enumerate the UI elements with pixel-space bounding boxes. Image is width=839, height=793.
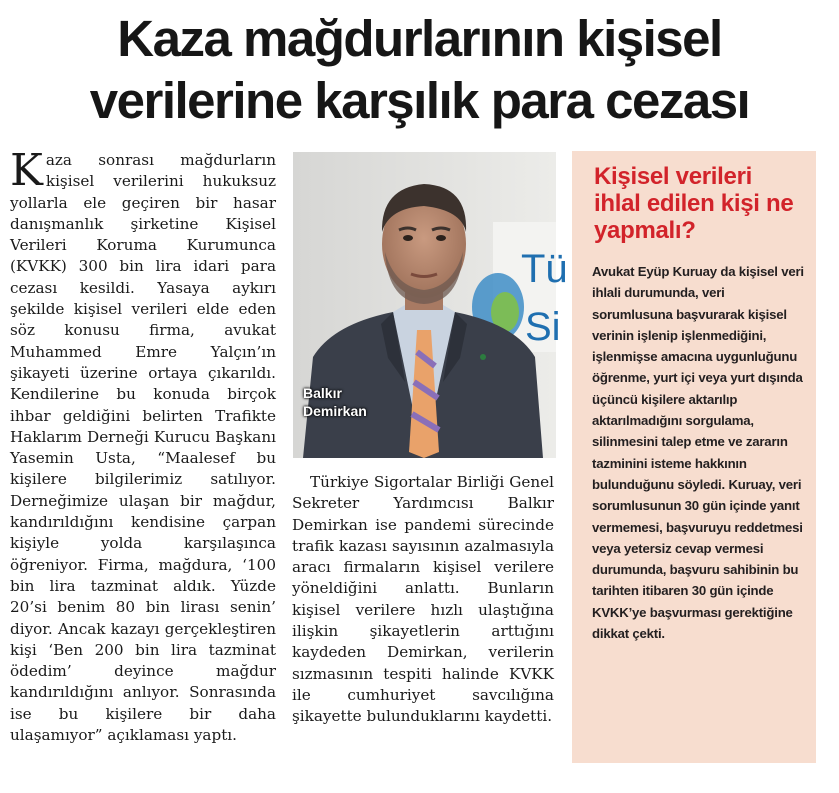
sidebar-body (592, 261, 806, 644)
portrait-photo (293, 152, 568, 458)
article-column-2 (292, 472, 554, 728)
headline (0, 8, 839, 132)
photo-caption (303, 384, 367, 420)
article-body-2: Türkiye Sigortalar Birliği Genel Sekreter Yardımcısı Balkır Demirkan ise pandemi sürecinde trafik kazası sayısının azalmasıyla aracı firmaların kişisel verilere yöneldiğini anlattı. Bunların kişisel verilere hızlı ulaştığına ilişkin şikayetlerin arttığını kaydeden Demirkan, verilerin sızmasının tespiti halinde KVKK ile cumhuriyet savcılığına şikayette bulunduklarını kaydetti. (292, 473, 554, 726)
article-body-1: aza sonrası mağdurların kişisel verilerini hukuksuz yollarla ele geçiren bir hasar danışmanlık şirketine Kişisel Verileri Koruma Kurumunca (KVKK) 300 bin lira idari para cezası kesildi. Yasaya aykırı şekilde kişisel verileri elde eden söz konusu firma, avukat Muhammed Emre Yalçın’ın şikayeti üzerine ortaya çıkarıldı. Kendilerine bu konuda birçok ihbar geldiğini belirten Trafikte Haklarım Derneği Kurucu Başkanı Yasemin Usta, “Maalesef bu kişilere bilgilerimiz satılıyor. Derneğimize ulaşan bir mağdur, kandırıldığını kendisine çarpan kişiyle yolda karşılaşınca öğreniyor. Firma, mağdura, ‘100 bin lira tazminat aldık. Yüzde 20’si benim 80 bin lirası senin’ diyor. Ancak kazayı gerçekleştiren kişi ‘Ben 200 bin lira tazminat ödedim’ deyince mağdur kandırıldığını anlıyor. Sonrasında ise bu kişilere bir daha ulaşamıyor” açıklaması yaptı. (10, 151, 276, 745)
background-logo-bottom: Si (525, 305, 561, 349)
headline-line-2: verilerine karşılık para cezası (89, 72, 750, 129)
caption-line-2: Demirkan (303, 403, 367, 419)
headline-line-1: Kaza mağdurlarının kişisel (117, 10, 722, 67)
article-column-1 (10, 145, 276, 746)
sidebar-title: Kişisel verileri ihlal edilen kişi ne yapmalı? (594, 163, 794, 244)
background-logo-top: Tü (521, 247, 568, 291)
drop-cap: K (10, 145, 43, 196)
sidebar-box (572, 151, 816, 763)
sidebar-body-text: Avukat Eyüp Kuruay da kişisel veri ihlali durumunda, veri sorumlusuna başvurarak kişisel verinin işlenip işlenmediğini, işlenmişse amacına uygunluğunu öğrenme, yurt içi veya yurt dışında üçüncü kişilere aktarılıp aktarılmadığını sorgulama, silinmesini talep etme ve zararın tazminini isteme hakkının bulunduğunu söyledi. Kuruay, veri sorumlusunun 30 gün içinde yanıt vermemesi, başvuruyu reddetmesi veya yetersiz cevap vermesi durumunda, başvuru sahibinin bu tarihten itibaren 30 gün içinde KVKK’ye başvurması gerektiğine dikkat çekti. (592, 264, 804, 642)
caption-line-1: Balkır (303, 385, 342, 401)
